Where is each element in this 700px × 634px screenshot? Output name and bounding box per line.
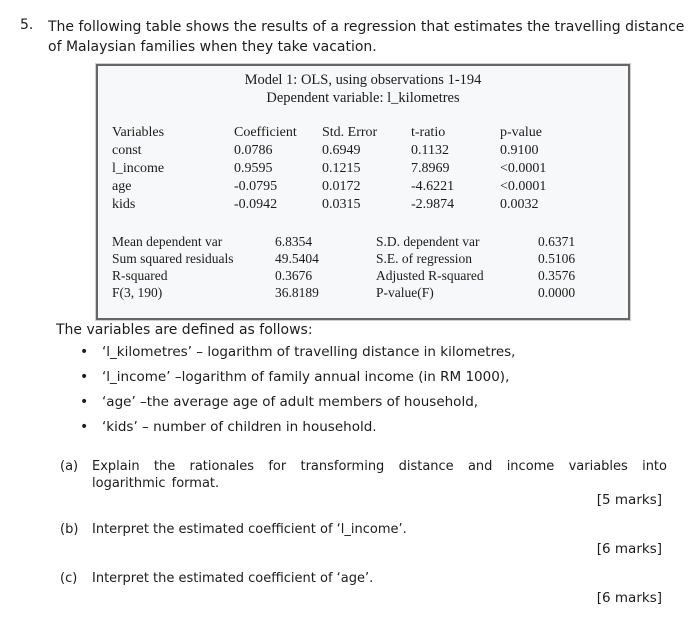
row-std-error: 0.0315 xyxy=(322,197,361,212)
stat-value: 0.0000 xyxy=(538,285,576,300)
model-description: Model 1: OLS, using observations 1-194 xyxy=(244,72,482,88)
regression-output-box xyxy=(96,64,630,320)
definition-text: ‘age’ –the average age of adult members of household, xyxy=(102,394,479,410)
model-statistics xyxy=(112,234,612,304)
part-b xyxy=(60,521,680,538)
part-c xyxy=(60,570,680,587)
stat-value: 0.6371 xyxy=(538,234,576,249)
row-std-error: 0.1215 xyxy=(322,161,361,176)
row-p-value: 0.9100 xyxy=(500,143,539,158)
row-variable: l_income xyxy=(112,161,165,176)
stat-value: 6.8354 xyxy=(275,234,313,249)
coefficient-table xyxy=(112,124,612,216)
part-label: (b) xyxy=(60,522,79,537)
list-item xyxy=(80,344,515,369)
question-number: 5. xyxy=(20,17,34,33)
row-coefficient: -0.0795 xyxy=(234,179,278,194)
row-coefficient: -0.0942 xyxy=(234,197,278,212)
bullet-icon: • xyxy=(80,344,89,360)
definition-text: ‘l_income’ –logarithm of family annual income (in RM 1000), xyxy=(102,369,510,385)
part-a xyxy=(60,458,680,492)
marks-label: [6 marks] xyxy=(596,541,662,557)
definition-text: ‘l_kilometres’ – logarithm of travelling distance in kilometres, xyxy=(102,344,516,360)
stat-label: Sum squared residuals xyxy=(112,251,234,266)
list-item xyxy=(80,369,515,394)
definition-text: ‘kids’ – number of children in household. xyxy=(102,419,377,435)
stat-label: S.D. dependent var xyxy=(376,234,480,249)
stat-value: 36.8189 xyxy=(275,285,319,300)
list-item xyxy=(80,394,515,419)
row-std-error: 0.0172 xyxy=(322,179,361,194)
stat-value: 49.5404 xyxy=(275,251,319,266)
definitions-list xyxy=(80,344,515,444)
row-t-ratio: 7.8969 xyxy=(411,161,450,176)
header-t-ratio: t-ratio xyxy=(411,125,446,140)
question-intro: The following table shows the results of a regression that estimates the travelling distance of Malaysian families when they take vacation. xyxy=(48,19,685,55)
bullet-icon: • xyxy=(80,394,89,410)
marks-label: [5 marks] xyxy=(596,492,662,508)
stat-label: Mean dependent var xyxy=(112,234,223,249)
stat-value: 0.3676 xyxy=(275,268,313,283)
marks-label: [6 marks] xyxy=(596,590,662,606)
row-variable: const xyxy=(112,143,142,158)
stat-label: S.E. of regression xyxy=(376,251,472,266)
row-p-value: <0.0001 xyxy=(500,161,547,176)
row-t-ratio: -4.6221 xyxy=(411,179,455,194)
header-std-error: Std. Error xyxy=(322,125,378,140)
stat-label: P-value(F) xyxy=(376,285,434,300)
row-t-ratio: 0.1132 xyxy=(411,143,449,158)
row-coefficient: 0.0786 xyxy=(234,143,273,158)
part-label: (c) xyxy=(60,571,78,586)
row-t-ratio: -2.9874 xyxy=(411,197,455,212)
row-variable: age xyxy=(112,179,132,194)
bullet-icon: • xyxy=(80,419,89,435)
list-item xyxy=(80,419,515,444)
part-text: Explain the rationales for transforming distance and income variables into logarithmic format. xyxy=(92,459,667,491)
row-std-error: 0.6949 xyxy=(322,143,361,158)
part-text: Interpret the estimated coefficient of ‘age’. xyxy=(92,571,374,586)
stat-value: 0.3576 xyxy=(538,268,576,283)
stat-label: F(3, 190) xyxy=(112,285,163,300)
header-p-value: p-value xyxy=(500,125,542,140)
definitions-heading: The variables are defined as follows: xyxy=(56,322,313,338)
row-p-value: 0.0032 xyxy=(500,197,539,212)
header-variables: Variables xyxy=(112,125,165,140)
bullet-icon: • xyxy=(80,369,89,385)
header-coefficient: Coefficient xyxy=(234,125,297,140)
row-coefficient: 0.9595 xyxy=(234,161,273,176)
part-text: Interpret the estimated coefficient of ‘l_income’. xyxy=(92,522,407,537)
row-variable: kids xyxy=(112,197,136,212)
dependent-variable-line: Dependent variable: l_kilometres xyxy=(266,90,460,106)
part-label: (a) xyxy=(60,459,79,474)
stat-value: 0.5106 xyxy=(538,251,576,266)
stat-label: Adjusted R-squared xyxy=(376,268,484,283)
stat-label: R-squared xyxy=(112,268,168,283)
row-p-value: <0.0001 xyxy=(500,179,547,194)
